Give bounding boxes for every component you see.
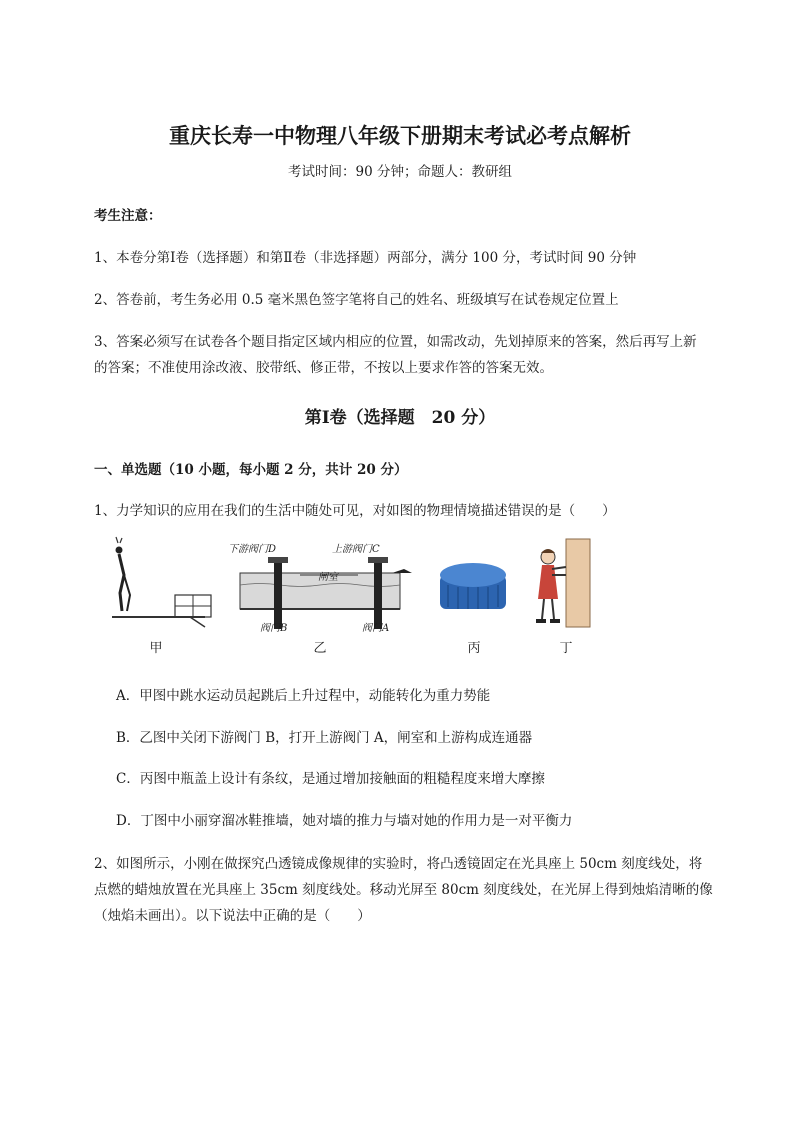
option-c: C．丙图中瓶盖上设计有条纹，是通过增加接触面的粗糙程度来增大摩擦: [116, 771, 545, 787]
label-chamber: 闸室: [318, 572, 338, 583]
option-d: D．丁图中小丽穿溜冰鞋推墙，她对墙的推力与墙对她的作用力是一对平衡力: [116, 813, 573, 829]
notice-item-1: 1、本卷分第Ⅰ卷（选择题）和第Ⅱ卷（非选择题）两部分，满分 100 分，考试时间 90 分钟: [94, 250, 637, 266]
label-valve-d: 下游阀门D: [228, 544, 277, 555]
part-heading: 一、单选题（10 小题，每小题 2 分，共计 20 分）: [94, 462, 408, 478]
option-b: B．乙图中关闭下游阀门 B，打开上游阀门 A，闸室和上游构成连通器: [116, 730, 533, 746]
bottle-cap-drawing: [440, 563, 506, 609]
question-1-stem: 1、力学知识的应用在我们的生活中随处可见，对如图的物理情境描述错误的是（ ）: [94, 503, 616, 519]
girl-wall-drawing: [536, 539, 590, 627]
label-valve-a: 阀门A: [362, 623, 390, 634]
page-subtitle: 考试时间：90 分钟；命题人：教研组: [288, 164, 512, 180]
notice-item-3-line-1: 3、答案必须写在试卷各个题目指定区域内相应的位置，如需改动，先划掉原来的答案，然后再写上新: [94, 334, 697, 350]
label-jia: 甲: [149, 641, 163, 656]
question-1-figure: [100, 535, 620, 660]
label-valve-b: 阀门B: [260, 623, 288, 634]
section-title: 第Ⅰ卷（选择题 20 分）: [304, 408, 496, 428]
question-2-line-3: （烛焰未画出）。以下说法中正确的是（ ）: [94, 908, 371, 924]
page-title: 重庆长寿一中物理八年级下册期末考试必考点解析: [169, 123, 631, 148]
label-yi: 乙: [313, 641, 327, 656]
label-ding: 丁: [559, 641, 573, 656]
label-valve-c: 上游阀门C: [332, 544, 380, 555]
notice-item-3-line-2: 的答案；不准使用涂改液、胶带纸、修正带，不按以上要求作答的答案无效。: [94, 360, 553, 376]
label-bing: 丙: [467, 641, 481, 656]
question-2-line-2: 点燃的蜡烛放置在光具座上 35cm 刻度线处。移动光屏至 80cm 刻度线处，在光屏上得到烛焰清晰的像: [94, 882, 713, 898]
diver-drawing: [112, 537, 211, 627]
option-a: A．甲图中跳水运动员起跳后上升过程中，动能转化为重力势能: [116, 688, 491, 704]
notice-item-2: 2、答卷前，考生务必用 0.5 毫米黑色签字笔将自己的姓名、班级填写在试卷规定位置上: [94, 292, 619, 308]
question-2-line-1: 2、如图所示，小刚在做探究凸透镜成像规律的实验时，将凸透镜固定在光具座上 50cm 刻度线处，将: [94, 856, 703, 872]
notice-heading: 考生注意：: [94, 208, 162, 224]
